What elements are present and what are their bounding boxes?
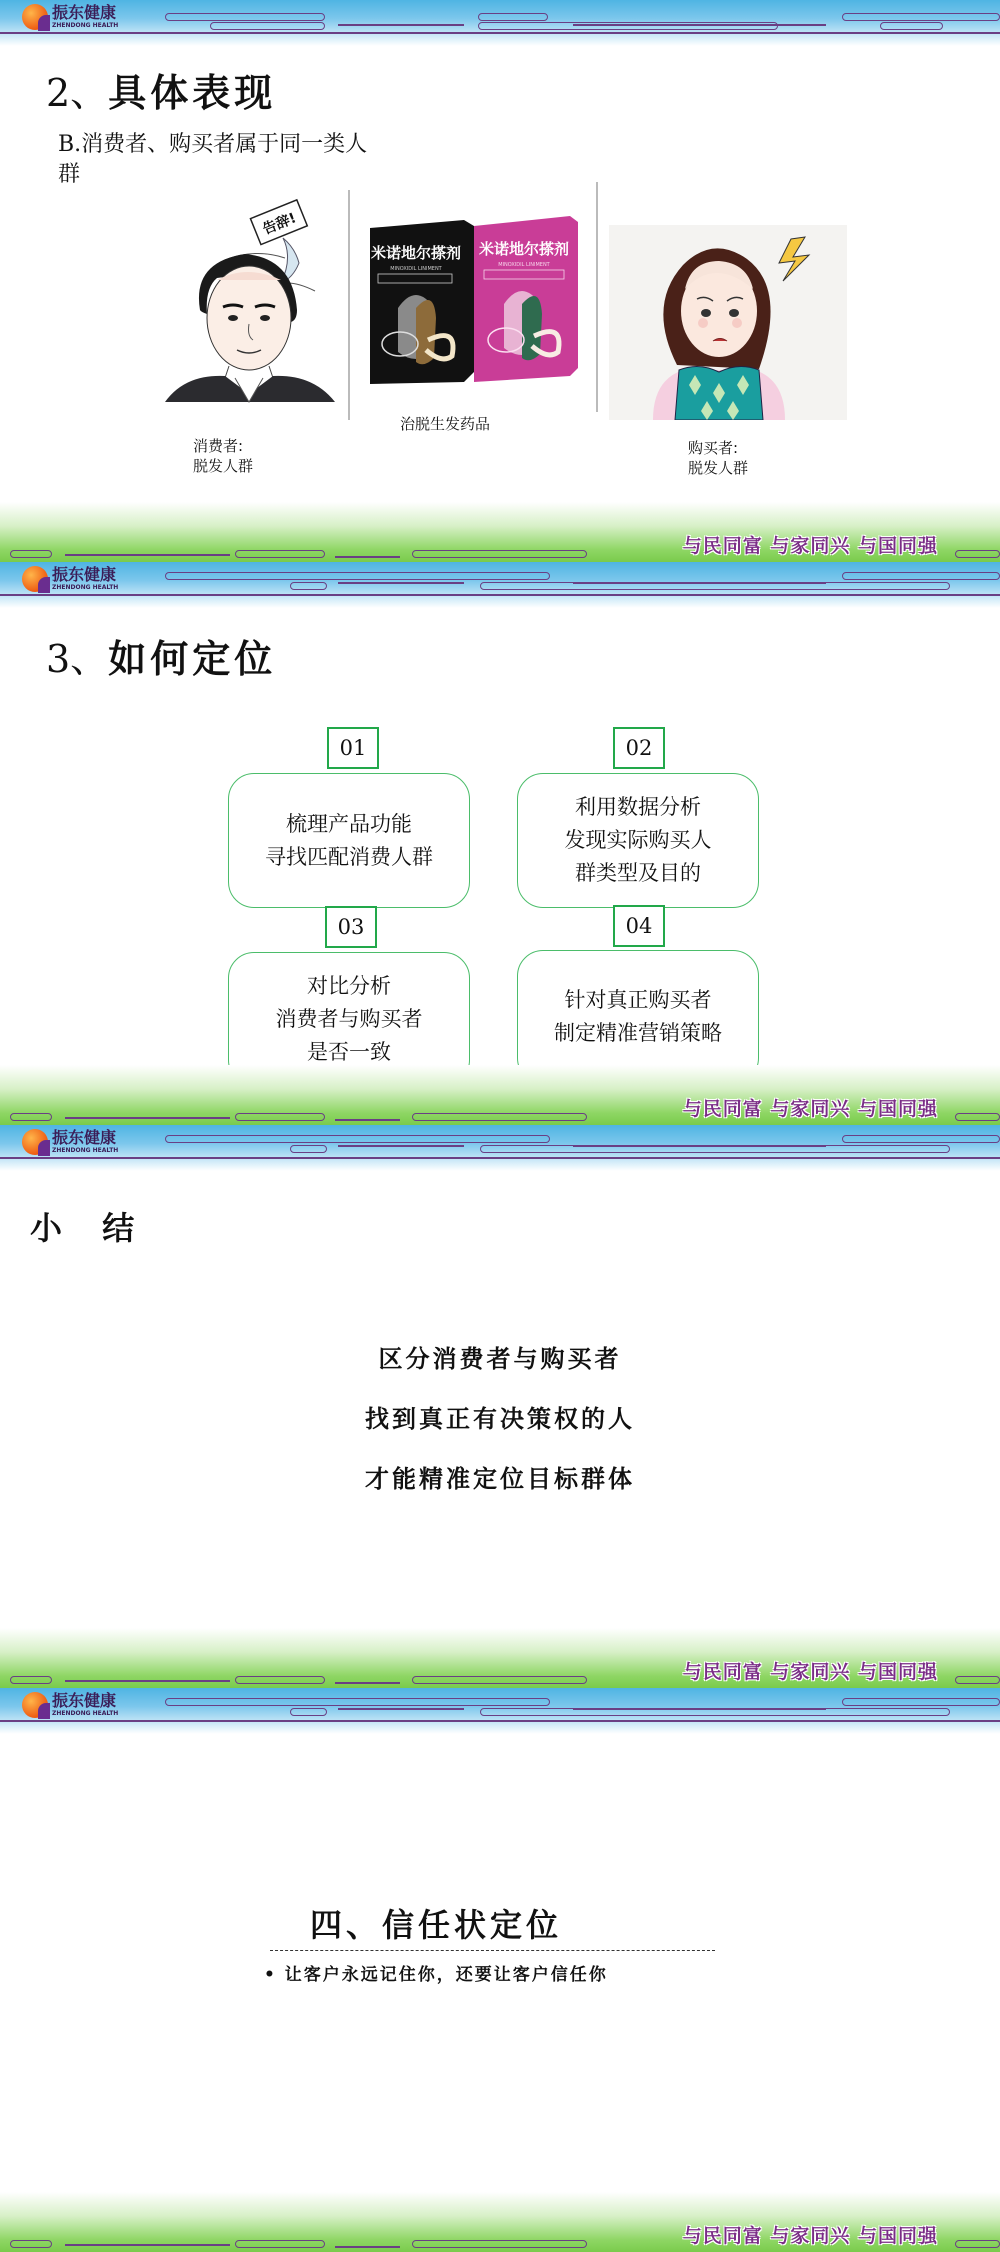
subtitle-line-1: B.消费者、购买者属于同一类人	[58, 132, 368, 157]
slide-trust-positioning	[0, 1688, 1000, 2252]
step-number-04: 04	[613, 905, 665, 947]
brand-logo	[22, 1129, 118, 1155]
slide-specific-performance	[0, 0, 1000, 562]
step-number-02: 02	[613, 727, 665, 769]
product-box-icon	[364, 212, 584, 392]
decor-pipe	[10, 550, 52, 558]
decor-pipe	[955, 1113, 1000, 1121]
slide-header-banner	[0, 1125, 1000, 1171]
decor-line	[573, 24, 826, 26]
logo-en-text: ZHENDONG HEALTH	[52, 22, 119, 29]
logo-mark-icon	[22, 1692, 48, 1718]
logo-en-text: ZHENDONG HEALTH	[52, 1710, 119, 1717]
decor-pipe	[235, 1676, 325, 1684]
decor-pipe	[235, 550, 325, 558]
logo-cn-text: 振东健康	[52, 1128, 117, 1147]
bullet-item	[264, 1960, 608, 1985]
decor-line	[338, 1145, 464, 1147]
decor-pipe	[10, 1113, 52, 1121]
header-rule	[0, 1720, 1000, 1722]
decor-pipe	[290, 582, 327, 590]
header-rule	[0, 594, 1000, 596]
decor-pipe	[842, 572, 1000, 580]
svg-text:米诺地尔搽剂: 米诺地尔搽剂	[370, 244, 462, 262]
title-text: 如何定位	[108, 636, 277, 681]
brand-slogan: 与民同富 与家同兴 与国同强	[682, 1661, 938, 1683]
decor-line	[335, 2246, 400, 2248]
brand-slogan: 与民同富 与家同兴 与国同强	[682, 2225, 938, 2247]
step-text-line: 消费者与购买者	[275, 1006, 423, 1031]
buyer-caption	[688, 438, 748, 478]
step-text-line: 发现实际购买人	[564, 828, 712, 852]
step-text-line: 梳理产品功能	[286, 811, 412, 836]
product-caption: 治脱生发药品	[400, 415, 491, 433]
decor-pipe	[165, 572, 550, 580]
decor-pipe	[842, 1135, 1000, 1143]
svg-text:MINOXIDIL LINIMENT: MINOXIDIL LINIMENT	[390, 266, 442, 272]
balding-woman-icon	[609, 225, 847, 420]
subtitle-line-2: 群	[58, 162, 81, 187]
title-number: 2、	[46, 71, 109, 115]
brand-logo	[22, 566, 118, 592]
consumer-caption-label: 消费者:	[193, 437, 244, 455]
slide-footer-banner	[0, 502, 1000, 562]
decor-pipe	[412, 2240, 587, 2248]
title-number: 3、	[46, 637, 109, 681]
decor-pipe	[412, 1676, 587, 1684]
decor-pipe	[290, 1708, 327, 1716]
decor-pipe	[10, 2240, 52, 2248]
step-number-01: 01	[327, 727, 379, 769]
slide-subtitle	[58, 130, 367, 190]
decor-pipe	[10, 1676, 52, 1684]
buyer-caption-label: 购买者:	[688, 439, 739, 457]
logo-mark-icon	[22, 4, 48, 30]
title-dashed-divider	[270, 1950, 715, 1951]
decor-line	[335, 1682, 400, 1684]
title-text: 具体表现	[108, 70, 277, 115]
decor-pipe	[478, 13, 548, 21]
step-text-line: 利用数据分析	[575, 795, 701, 819]
step-card-04	[517, 950, 759, 1084]
logo-en-text: ZHENDONG HEALTH	[52, 1147, 119, 1154]
slide-header-banner	[0, 1688, 1000, 1734]
svg-text:米诺地尔搽剂: 米诺地尔搽剂	[478, 240, 570, 258]
image-divider	[348, 190, 350, 420]
buyer-caption-value: 脱发人群	[688, 459, 749, 477]
logo-cn-text: 振东健康	[52, 565, 117, 584]
balding-woman-illustration	[609, 225, 847, 420]
slide-footer-banner	[0, 2192, 1000, 2252]
decor-line	[65, 1680, 230, 1682]
decor-line	[573, 582, 826, 584]
step-text-line: 对比分析	[307, 973, 391, 998]
decor-line	[573, 1145, 826, 1147]
decor-line	[335, 1119, 400, 1121]
step-number-03: 03	[325, 906, 377, 948]
bullet-dot-icon: •	[264, 1965, 285, 1985]
logo-cn-text: 振东健康	[52, 3, 117, 22]
decor-line	[338, 1708, 464, 1710]
summary-line-2: 找到真正有决策权的人	[365, 1405, 635, 1433]
decor-pipe	[290, 1145, 327, 1153]
decor-pipe	[235, 2240, 325, 2248]
step-card-01	[228, 773, 470, 908]
brand-slogan: 与民同富 与家同兴 与国同强	[682, 1098, 938, 1120]
slide-title	[46, 628, 276, 683]
slide-footer-banner	[0, 1628, 1000, 1688]
decor-line	[335, 556, 400, 558]
logo-mark-icon	[22, 1129, 48, 1155]
slide-how-to-position	[0, 562, 1000, 1125]
decor-pipe	[842, 13, 1000, 21]
decor-line	[65, 2244, 230, 2246]
step-text-line: 针对真正购买者	[564, 988, 712, 1012]
slide-header-banner	[0, 0, 1000, 46]
balding-man-illustration	[155, 190, 345, 405]
decor-pipe	[165, 13, 325, 21]
slide-footer-banner	[0, 1065, 1000, 1125]
header-rule	[0, 1157, 1000, 1159]
decor-pipe	[955, 550, 1000, 558]
bullet-text: 让客户永远记住你，还要让客户信任你	[284, 1965, 608, 1985]
logo-en-text: ZHENDONG HEALTH	[52, 584, 119, 591]
slide-summary	[0, 1125, 1000, 1688]
decor-pipe	[880, 22, 943, 30]
decor-pipe	[955, 2240, 1000, 2248]
decor-line	[65, 554, 230, 556]
consumer-caption	[193, 436, 253, 476]
slide-title	[46, 62, 276, 117]
summary-line-1: 区分消费者与购买者	[378, 1345, 622, 1373]
slide-title: 小 结	[30, 1209, 141, 1247]
balding-man-icon	[155, 190, 345, 405]
decor-pipe	[235, 1113, 325, 1121]
decor-line	[338, 24, 464, 26]
step-text-line: 群类型及目的	[575, 861, 701, 885]
header-rule	[0, 32, 1000, 34]
logo-cn-text: 振东健康	[52, 1691, 117, 1710]
decor-line	[65, 1117, 230, 1119]
slide-title: 四、信任状定位	[310, 1906, 563, 1944]
svg-text:告辞!: 告辞!	[260, 210, 299, 238]
step-card-02	[517, 773, 759, 908]
decor-pipe	[842, 1698, 1000, 1706]
brand-slogan: 与民同富 与家同兴 与国同强	[682, 535, 938, 557]
decor-pipe	[210, 22, 325, 30]
logo-mark-icon	[22, 566, 48, 592]
brand-logo	[22, 4, 118, 30]
step-text-line: 制定精准营销策略	[554, 1021, 722, 1045]
svg-text:MINOXIDIL LINIMENT: MINOXIDIL LINIMENT	[498, 262, 550, 268]
step-text-line: 是否一致	[307, 1039, 391, 1064]
decor-line	[338, 582, 464, 584]
decor-pipe	[165, 1135, 550, 1143]
decor-line	[573, 1708, 826, 1710]
decor-pipe	[412, 550, 587, 558]
consumer-caption-value: 脱发人群	[193, 457, 254, 475]
image-divider	[596, 182, 598, 412]
decor-pipe	[412, 1113, 587, 1121]
slide-header-banner	[0, 562, 1000, 608]
decor-pipe	[165, 1698, 550, 1706]
decor-pipe	[955, 1676, 1000, 1684]
summary-line-3: 才能精准定位目标群体	[365, 1465, 635, 1493]
step-text-line: 寻找匹配消费人群	[265, 844, 433, 869]
minoxidil-product-boxes	[364, 212, 584, 392]
brand-logo	[22, 1692, 118, 1718]
